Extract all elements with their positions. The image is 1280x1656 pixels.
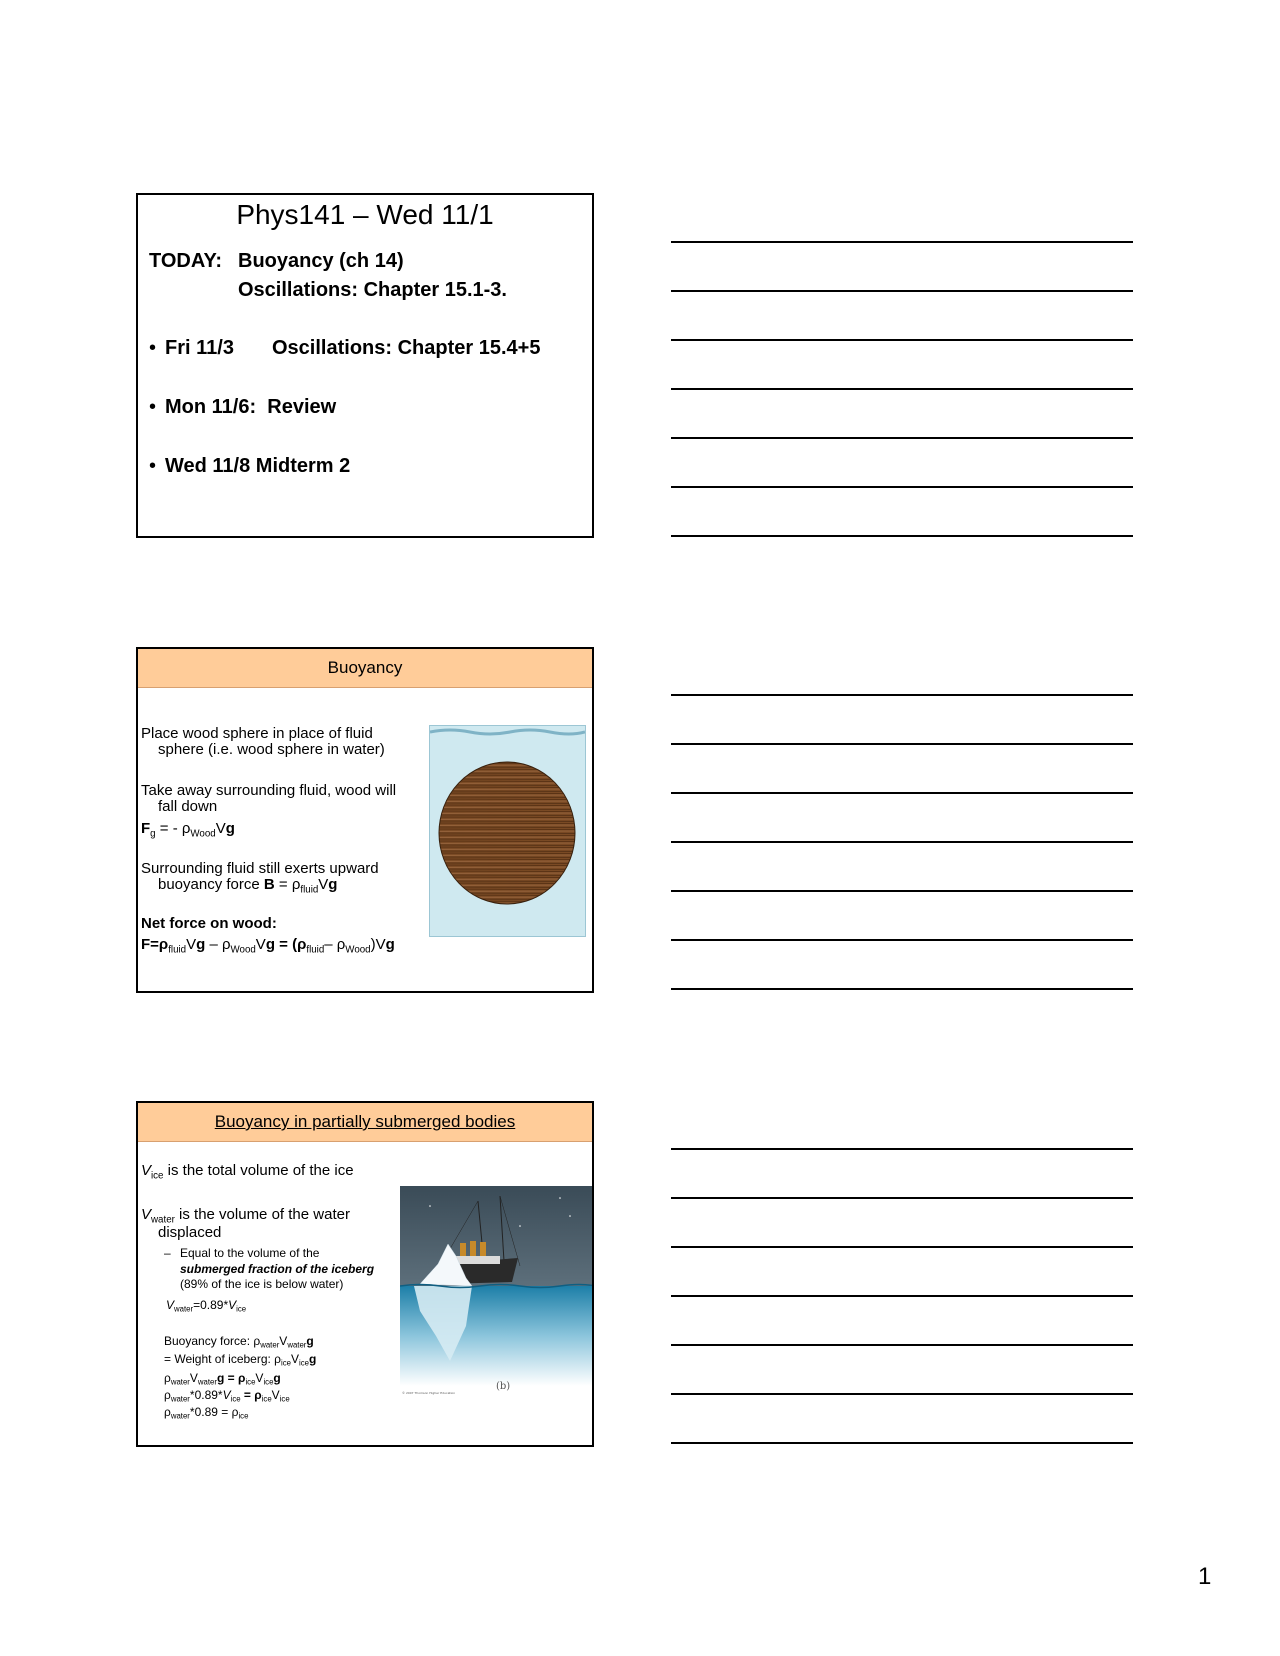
equilibrium-equation-1: $\rho_{water}V_{water}g = \rho_{ice}V_{ice}g$ <box>164 1371 281 1387</box>
para-1-line-2: sphere (i.e. wood sphere in water) <box>158 741 385 758</box>
volume-equation: $V_{water}=0.89*V_{ice}$ <box>166 1298 247 1314</box>
slide-2-title: Buoyancy <box>138 649 592 688</box>
para-2-line-2: fall down <box>158 798 218 815</box>
net-force-equation: $F=\rho_{fluid}Vg - \rho_{Wood}Vg = (\rho_{fluid}-$ $\rho_{Wood})Vg$ <box>141 936 395 956</box>
bullet-icon: • <box>149 396 157 418</box>
iceberg-weight-line: = Weight of iceberg: $\rho_{ice}V_{ice}g$ <box>164 1352 317 1368</box>
bullet-item <box>149 396 336 419</box>
bullet-text: Review <box>267 396 337 418</box>
note-line <box>671 437 1133 439</box>
wood-sphere-figure <box>429 725 586 937</box>
slide-3-title: Buoyancy in partially submerged bodies <box>138 1103 592 1142</box>
para-1-line-1: Place wood sphere in place of fluid <box>141 725 373 742</box>
sub-bullet-line-3: (89% of the ice is below water) <box>180 1277 344 1291</box>
gravity-force-equation: $F_g$ = - $\rho_{Wood}Vg$ <box>141 820 235 840</box>
slide-2 <box>136 647 594 993</box>
note-line <box>671 486 1133 488</box>
equilibrium-equation-3: $\rho_{water}*0.89 = \rho_{ice}$ <box>164 1405 249 1421</box>
note-line <box>671 290 1133 292</box>
note-line <box>671 535 1133 537</box>
volume-water-definition: $V_{water}$ is the volume of the water <box>141 1206 350 1226</box>
note-line <box>671 339 1133 341</box>
buoyancy-force-equation: buoyancy force $B = \rho_{fluid}Vg$ <box>158 876 338 896</box>
bullet-date: Mon 11/6: <box>165 396 257 418</box>
note-line <box>671 939 1133 941</box>
today-label: TODAY: <box>149 250 222 272</box>
note-line <box>671 792 1133 794</box>
note-line <box>671 694 1133 696</box>
net-force-label: Net force on wood: <box>141 915 277 932</box>
iceberg-ship-icon <box>400 1186 594 1419</box>
note-line <box>671 388 1133 390</box>
equilibrium-equation-2: $\rho_{water}*0.89*V_{ice} = \rho_{ice}V_{ice}$ <box>164 1388 290 1404</box>
figure-label: (b) <box>496 1381 511 1392</box>
today-line-1: Buoyancy (ch 14) <box>238 250 404 272</box>
volume-water-definition-cont: displaced <box>158 1224 222 1241</box>
sub-bullet-line-2: submerged fraction of the iceberg <box>180 1262 375 1276</box>
volume-ice-definition: $V_{ice}$ is the total volume of the ice <box>141 1162 354 1182</box>
note-line <box>671 841 1133 843</box>
bullet-icon: • <box>149 337 157 359</box>
note-line <box>671 1344 1133 1346</box>
bullet-icon: • <box>149 455 157 477</box>
para-2-line-1: Take away surrounding fluid, wood will <box>141 782 397 799</box>
bullet-item <box>149 337 234 360</box>
sub-bullet-line-1: Equal to the volume of the <box>180 1246 320 1260</box>
note-line <box>671 1197 1133 1199</box>
today-line-2: Oscillations: Chapter 15.1-3. <box>238 279 507 301</box>
note-line <box>671 1148 1133 1150</box>
bullet-text: Midterm 2 <box>255 455 351 477</box>
bullet-date: Fri 11/3 <box>165 337 234 359</box>
note-line <box>671 988 1133 990</box>
note-line <box>671 1246 1133 1248</box>
slide-1-title: Phys141 – Wed 11/1 <box>236 199 494 230</box>
note-line <box>671 890 1133 892</box>
note-line <box>671 1442 1133 1444</box>
bullet-text: Oscillations: Chapter 15.4+5 <box>272 337 541 359</box>
figure-credit: © 2007 Thomson Higher Education <box>402 1391 456 1395</box>
slide-3 <box>136 1101 594 1447</box>
page-number: 1 <box>1198 1563 1212 1590</box>
note-line <box>671 1393 1133 1395</box>
wood-sphere-icon <box>430 726 585 936</box>
buoyancy-force-line: Buoyancy force: $\rho_{water}V_{water}g$ <box>164 1334 314 1350</box>
iceberg-figure <box>400 1186 594 1419</box>
sub-bullet-dash: – <box>164 1246 171 1260</box>
note-line <box>671 743 1133 745</box>
para-3-line-1: Surrounding fluid still exerts upward <box>141 860 379 877</box>
note-line <box>671 1295 1133 1297</box>
bullet-date: Wed 11/8 <box>165 455 251 477</box>
slide-1 <box>136 193 594 538</box>
note-line <box>671 241 1133 243</box>
bullet-item <box>149 455 350 478</box>
